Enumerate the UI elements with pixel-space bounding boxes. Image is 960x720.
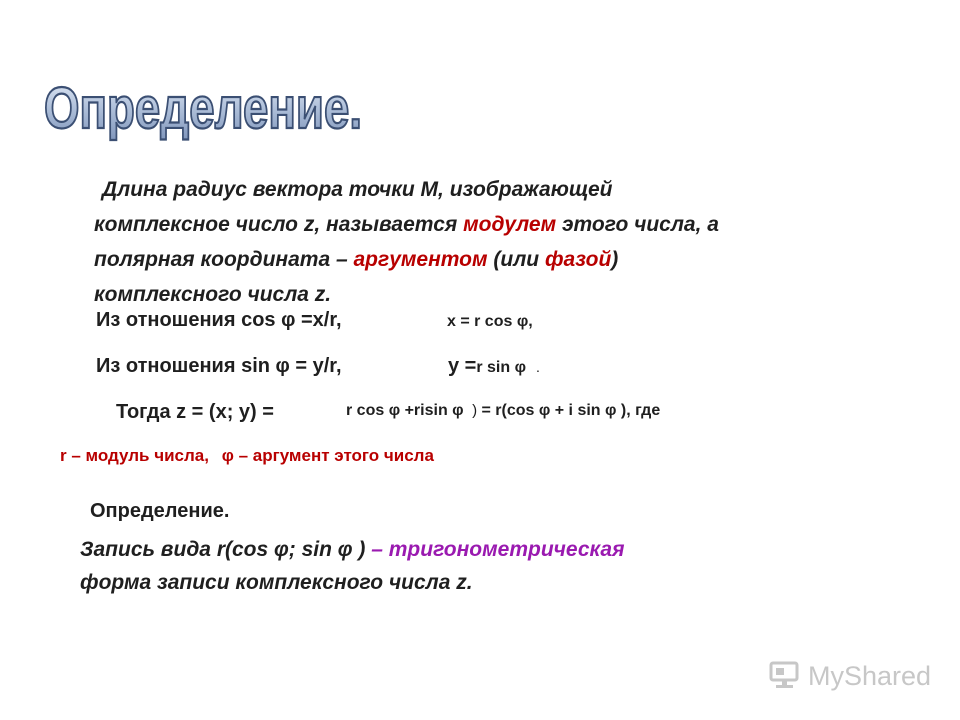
myshared-logo [768,656,932,696]
definition-label: Определение. [90,500,230,522]
term-argument: аргументом [353,248,488,271]
paragraph-line: Длина радиус вектора точки М, изображающей [102,178,613,201]
legend-r: r – модуль числа, [60,446,209,465]
paragraph-line [94,242,914,277]
then-expression [346,402,660,420]
text-span: ) [611,248,619,271]
text-span: комплексное число z, называется [94,213,464,236]
y-formula-dot: . [536,359,540,375]
x-formula: x = r cos φ, [447,313,533,330]
y-formula-lhs: y = [448,355,477,377]
text-span: полярная координата – [94,248,354,271]
legend-phi: φ – аргумент этого числа [221,446,434,465]
term-trig: – тригонометрическая [371,538,625,561]
text-span: (или [487,248,545,271]
sin-relation: Из отношения sin φ = y/r, [96,355,342,377]
trig-line: форма записи комплексного числа z. [80,571,473,594]
monitor-icon [768,661,802,691]
paragraph-line: комплексного числа z. [94,283,332,306]
y-formula [448,355,540,378]
y-formula-rhs: r sin φ [476,359,527,376]
then-paren: ) [472,402,478,419]
text-span: Запись вида r(cos φ; sin φ ) [80,538,372,561]
then-expr-part: r cos φ +risin φ [346,402,464,419]
then-relation: Тогда z = (x; y) = [116,401,274,423]
cos-relation: Из отношения cos φ =x/r, [96,309,342,331]
paragraph-line [94,207,914,242]
then-rest: = r(cos φ + i sin φ ), где [481,402,661,419]
trig-line [80,533,880,566]
page-title-text: Определение. [44,76,362,141]
logo-text: MyShared [808,660,932,691]
definition-paragraph [94,172,914,312]
text-span: этого числа, а [556,213,719,236]
legend-line [60,446,434,466]
page-title [40,66,370,150]
term-phase: фазой [544,248,612,271]
term-modulus: модулем [463,213,557,236]
trig-form-paragraph [80,533,880,599]
